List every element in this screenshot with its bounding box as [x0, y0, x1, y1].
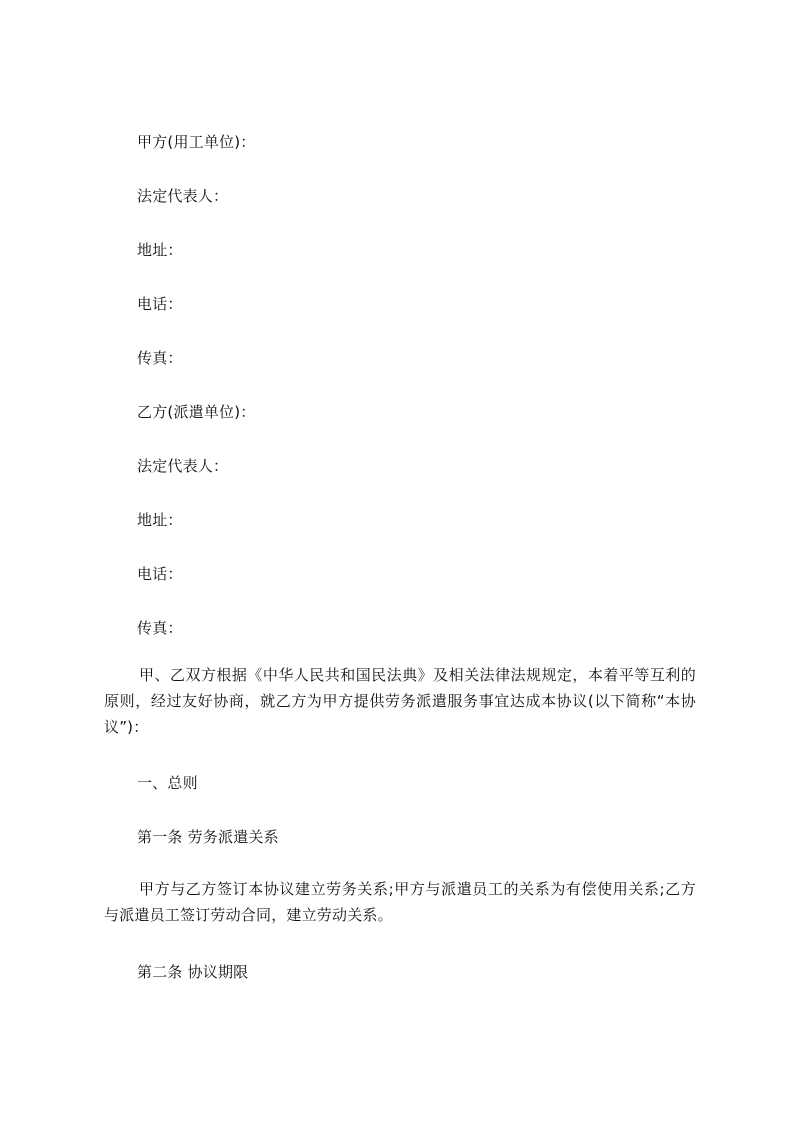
section-1-heading: 一、总则	[137, 774, 198, 792]
preamble-paragraph: 甲、乙双方根据《中华人民共和国民法典》及相关法律法规规定，本着平等互利的原则，经过友好协商，就乙方为甲方提供劳务派遣服务事宜达成本协议(以下简称“本协议”)：	[104, 666, 696, 736]
party-b-title: 乙方(派遣单位)：	[137, 403, 256, 421]
party-a-fax: 传真：	[137, 349, 183, 367]
party-a-legal-representative: 法定代表人：	[137, 187, 229, 205]
article-1-title: 第一条 劳务派遣关系	[137, 828, 279, 846]
party-a-phone: 电话：	[137, 295, 183, 313]
party-a-title: 甲方(用工单位)：	[137, 133, 256, 151]
party-b-legal-representative: 法定代表人：	[137, 457, 229, 475]
party-b-fax: 传真：	[137, 619, 183, 637]
article-1-paragraph: 甲方与乙方签订本协议建立劳务关系;甲方与派遣员工的关系为有偿使用关系;乙方与派遣员工签订劳动合同，建立劳动关系。	[104, 880, 696, 924]
party-b-address: 地址：	[137, 511, 183, 529]
party-a-address: 地址：	[137, 241, 183, 259]
party-b-phone: 电话：	[137, 565, 183, 583]
article-2-title: 第二条 协议期限	[137, 963, 249, 981]
